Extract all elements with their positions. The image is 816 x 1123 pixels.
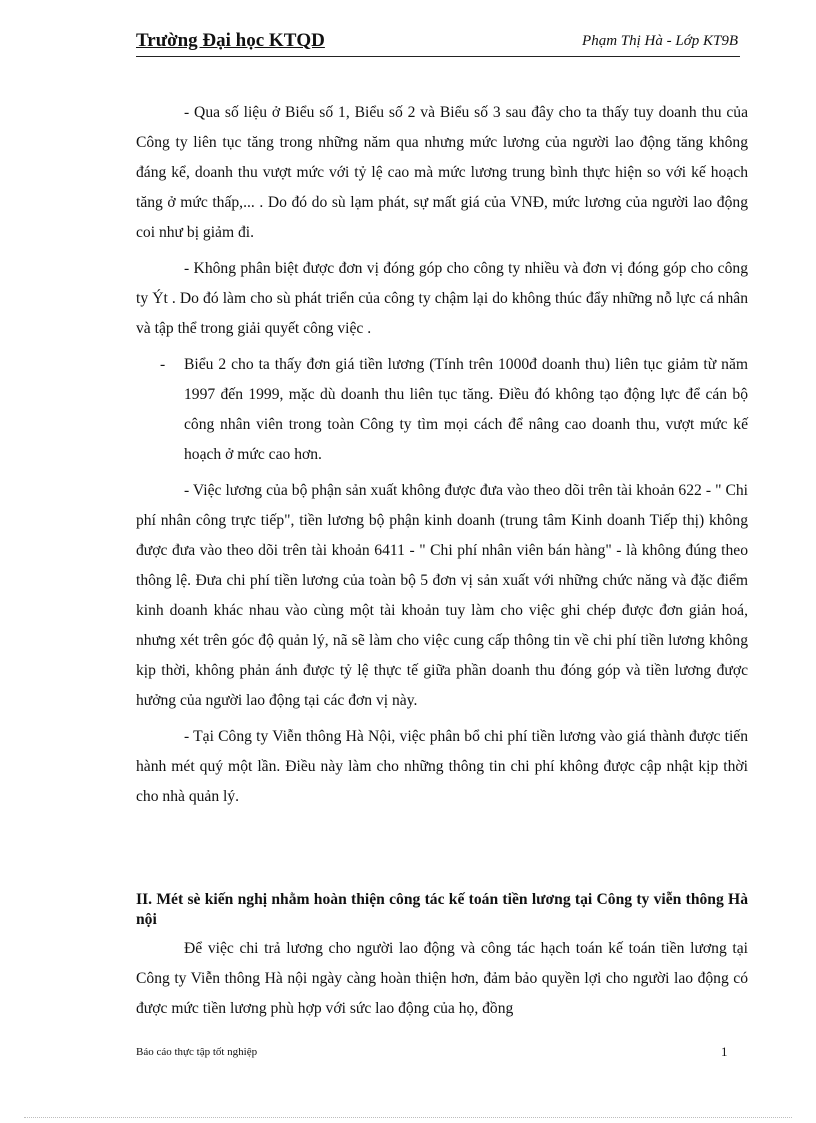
paragraph-3: - Việc lương của bộ phận sản xuất không được đưa vào theo dõi trên tài khoản 622 - " Chi phí nhân công trực tiếp", tiền lương bộ phận kinh doanh (trung tâm Kinh doanh Tiếp thị) không được đưa vào theo dõi trên tài khoản 6411 - " Chi phí nhân viên bán hàng" - là không đúng theo thông lệ. Đưa chi phí tiền lương của toàn bộ 5 đơn vị sản xuất với những chức năng và đặc điểm kinh doanh khác nhau vào cùng một tài khoản tuy làm cho việc ghi chép được đơn giản hoá, nhưng xét trên góc độ quản lý, nã sẽ làm cho việc cung cấp thông tin về chi phí tiền lương không kịp thời, không phản ánh được tỷ lệ thực tế giữa phần doanh thu đóng góp và tiền lương được hưởng của người lao động tại các đơn vị này. [136,482,748,709]
bullet-text: Biểu 2 cho ta thấy đơn giá tiền lương (Tính trên 1000đ doanh thu) liên tục giảm từ năm 1997 đến 1999, mặc dù doanh thu liên tục tăng. Điều đó không tạo động lực để cán bộ công nhân viên trong toàn Công ty tìm mọi cách để nâng cao doanh thu, vượt mức kế hoạch ở mức cao hơn. [184,356,748,463]
header-author: Phạm Thị Hà - Lớp KT9B [582,33,738,49]
section-paragraph-text: Để việc chi trả lương cho người lao động và công tác hạch toán kế toán tiền lương tại Công ty Viễn thông Hà nội ngày càng hoàn thiện hơn, đảm bảo quyền lợi cho người lao động có được mức tiền lương phù hợp với sức lao động của họ, đồng [136,940,748,1017]
paragraph-1: - Qua số liệu ở Biểu số 1, Biểu số 2 và Biểu số 3 sau đây cho ta thấy tuy doanh thu của Công ty liên tục tăng trong những năm qua nhưng mức lương của người lao động tăng không đáng kể, doanh thu vượt mức với tỷ lệ cao mà mức lương trung bình thực hiện so với kế hoạch tăng ở mức thấp,... . Do đó do sù lạm phát, sự mất giá của VNĐ, mức lương của người lao động coi như bị giảm đi. [136,104,748,241]
page-edge-divider [24,1117,792,1118]
section-heading: II. Mét sè kiến nghị nhằm hoàn thiện công tác kế toán tiền lương tại Công ty viễn thông Hà nội [136,891,748,928]
section-paragraph [136,934,748,1024]
page-header [136,30,740,57]
header-school: Trường Đại học KTQD [136,30,325,51]
page-number: 1 [721,1044,728,1059]
bullet-item [136,350,748,470]
document-body [136,98,748,812]
paragraph-2: - Không phân biệt được đơn vị đóng góp cho công ty nhiều và đơn vị đóng góp cho công ty Ýt . Do đó làm cho sù phát triển của công ty chậm lại do không thúc đẩy những nỗ lực cá nhân và tập thể trong giải quyết công việc . [136,260,748,337]
paragraph-4: - Tại Công ty Viễn thông Hà Nội, việc phân bổ chi phí tiền lương vào giá thành được tiến hành mét quý một lần. Điều này làm cho những thông tin chi phí không được cập nhật kịp thời cho nhà quản lý. [136,728,748,805]
footer-title: Báo cáo thực tập tốt nghiệp [136,1046,258,1058]
bullet-mark: - [160,356,166,373]
